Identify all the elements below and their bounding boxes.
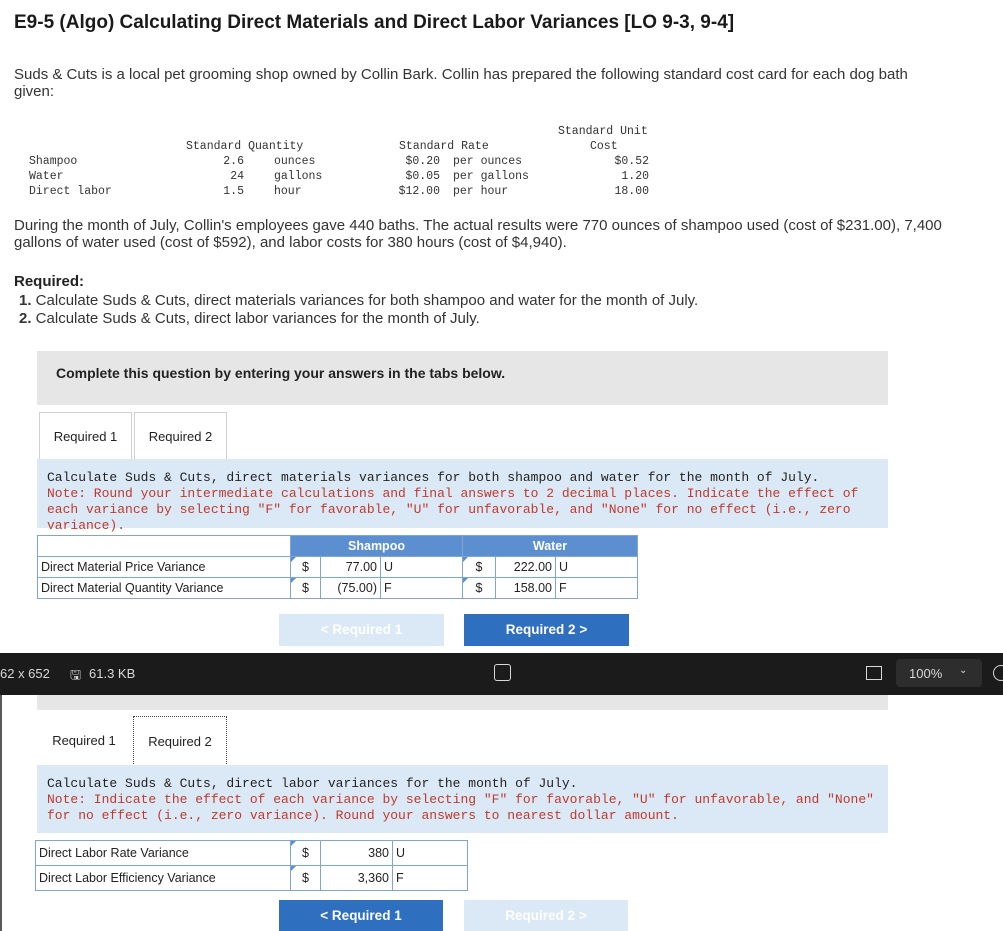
currency-symbol: $ (291, 866, 321, 891)
labor-efficiency-variance-input[interactable]: 3,360 (321, 866, 393, 891)
shampoo-price-variance-input[interactable]: 77.00 (321, 557, 381, 578)
part2-instructions (37, 765, 888, 833)
water-header: Water (463, 536, 638, 557)
cost-card-header-qty: Standard Quantity (186, 140, 304, 153)
cost-card-rate-unit: per hour (453, 185, 509, 198)
water-price-effect-select[interactable]: U (556, 557, 638, 578)
cost-card-qty: 24 (230, 170, 244, 183)
cost-card-qty-unit: hour (274, 185, 302, 198)
input-flag (291, 578, 296, 583)
tab-required-2[interactable]: Required 2 (133, 716, 227, 766)
labor-rate-variance-input[interactable]: 380 (321, 841, 393, 866)
required-heading: Required: (14, 273, 85, 290)
labor-rate-effect-select[interactable]: U (393, 841, 468, 866)
row-label: Direct Material Quantity Variance (38, 578, 291, 599)
row-label: Direct Material Price Variance (38, 557, 291, 578)
input-flag (463, 557, 468, 562)
fit-screen-icon[interactable] (866, 666, 882, 680)
part1-line: Calculate Suds & Cuts, direct materials variances for both shampoo and water for the month of July. (47, 470, 820, 485)
tab-required-1[interactable]: Required 1 (39, 716, 129, 766)
currency-symbol: $ (291, 578, 321, 599)
required-item: 2. Calculate Suds & Cuts, direct labor variances for the month of July. (19, 310, 480, 327)
viewer-left-edge (0, 695, 2, 931)
input-flag (463, 578, 468, 583)
next-required-2-button[interactable]: Required 2 > (464, 900, 628, 931)
cost-card-qty-unit: ounces (274, 155, 316, 168)
chevron-down-icon: ⌄ (959, 665, 968, 676)
screenshot-icon[interactable] (494, 664, 511, 681)
tab-required-1[interactable]: Required 1 (39, 412, 132, 460)
intro-text: Suds & Cuts is a local pet grooming shop owned by Collin Bark. Collin has prepared the following standard cost card for each dog bath given: (14, 66, 908, 100)
blank-header (38, 536, 291, 557)
shampoo-quantity-variance-input[interactable]: (75.00) (321, 578, 381, 599)
labor-efficiency-effect-select[interactable]: F (393, 866, 468, 891)
water-price-variance-input[interactable]: 222.00 (496, 557, 556, 578)
cost-card-header-cost: Cost (590, 140, 618, 153)
prev-required-1-button[interactable]: < Required 1 (279, 614, 444, 646)
cost-card-rate-unit: per gallons (453, 170, 529, 183)
cost-card-item: Shampoo (29, 155, 78, 168)
save-icon[interactable]: 🖫 (70, 667, 82, 682)
water-quantity-effect-select[interactable]: F (556, 578, 638, 599)
currency-symbol: $ (291, 557, 321, 578)
shampoo-quantity-effect-select[interactable]: F (381, 578, 463, 599)
cost-card-header-rate: Standard Rate (399, 140, 489, 153)
zoom-out-icon[interactable] (993, 665, 1003, 681)
part2-note: Note: Indicate the effect of each variance by selecting "F" for favorable, "U" for unfavorable, and "None" for no effect (i.e., zero variance). Round your answers to nearest dollar amount. (47, 792, 874, 823)
image-dimensions: 62 x 652 (0, 666, 50, 681)
part2-line: Calculate Suds & Cuts, direct labor variances for the month of July. (47, 776, 578, 791)
cost-card-qty: 1.5 (223, 185, 244, 198)
water-quantity-variance-input[interactable]: 158.00 (496, 578, 556, 599)
cost-card-rate: $12.00 (398, 185, 440, 198)
currency-symbol: $ (291, 841, 321, 866)
input-flag (291, 841, 296, 846)
cost-card-cost: 1.20 (621, 170, 649, 183)
file-size: 61.3 KB (89, 666, 136, 681)
labor-variance-table (35, 840, 468, 891)
shampoo-price-effect-select[interactable]: U (381, 557, 463, 578)
part1-instructions (37, 459, 888, 533)
problem-paragraph: During the month of July, Collin's employees gave 440 baths. The actual results were 770 ounces of shampoo used (cost of $231.00), 7,400 gallons of water used (cost of $592), and labor costs for 380 hours (cost of $4,940). (14, 217, 942, 251)
currency-symbol: $ (463, 578, 496, 599)
tab-required-2[interactable]: Required 2 (134, 412, 227, 460)
complete-instruction: Complete this question by entering your answers in the tabs below. (56, 365, 506, 381)
input-flag (291, 557, 296, 562)
zoom-level: 100% (909, 666, 943, 681)
cost-card-rate: $0.05 (405, 170, 440, 183)
cost-card-item: Direct labor (29, 185, 112, 198)
currency-symbol: $ (463, 557, 496, 578)
cost-card-cost: 18.00 (614, 185, 649, 198)
row-label: Direct Labor Rate Variance (36, 841, 291, 866)
row-label: Direct Labor Efficiency Variance (36, 866, 291, 891)
cost-card-qty: 2.6 (223, 155, 244, 168)
cost-card-qty-unit: gallons (274, 170, 323, 183)
part1-note: Note: Round your intermediate calculations and final answers to 2 decimal places. Indicate the effect of each variance by selecting "F" for favorable, "U" for unfavorable, and "None" for no effect (i.e., zero variance). (47, 486, 859, 533)
materials-variance-table (37, 535, 638, 599)
instructions-band-bottom (37, 695, 888, 710)
cost-card-rate-unit: per ounces (453, 155, 523, 168)
cost-card-item: Water (29, 170, 64, 183)
image-viewer-toolbar (0, 653, 1003, 695)
prev-required-1-button[interactable]: < Required 1 (279, 900, 443, 931)
cost-card-header-unit: Standard Unit (558, 125, 648, 138)
cost-card-cost: $0.52 (614, 155, 649, 168)
required-item: 1. Calculate Suds & Cuts, direct materials variances for both shampoo and water for the month of July. (19, 292, 699, 309)
shampoo-header: Shampoo (291, 536, 463, 557)
exercise-title: E9-5 (Algo) Calculating Direct Materials and Direct Labor Variances [LO 9-3, 9-4] (14, 12, 735, 33)
input-flag (291, 866, 296, 871)
cost-card-rate: $0.20 (405, 155, 440, 168)
next-required-2-button[interactable]: Required 2 > (464, 614, 629, 646)
